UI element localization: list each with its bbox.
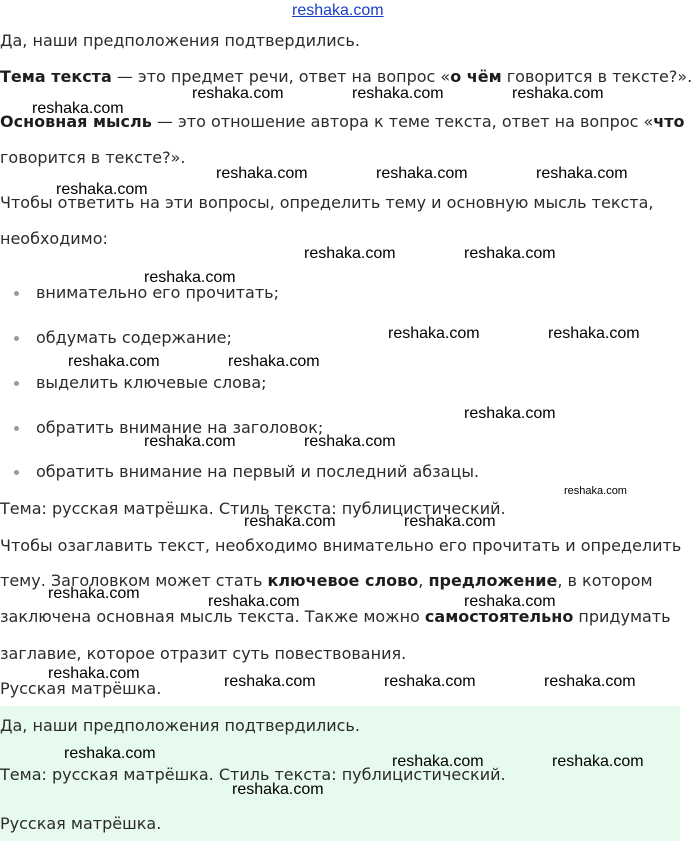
answer-confirmation: Да, наши предположения подтвердились. xyxy=(0,716,360,735)
title-how-text: заключена основная мысль текста. Также можно xyxy=(0,607,425,626)
list-item: обдумать содержание; xyxy=(36,328,232,347)
bullet-dot xyxy=(14,426,19,431)
watermark: reshaka.com xyxy=(464,245,556,262)
paragraph-topic-definition xyxy=(0,67,692,87)
paragraph-title-how-line3 xyxy=(0,607,671,627)
watermark: reshaka.com xyxy=(384,673,476,690)
watermark: reshaka.com xyxy=(48,665,140,682)
watermark: reshaka.com xyxy=(208,593,300,610)
bold-independently: самостоятельно xyxy=(424,607,574,626)
paragraph-topic-style: Тема: русская матрёшка. Стиль текста: публицистический. xyxy=(0,499,506,518)
watermark: reshaka.com xyxy=(388,325,480,342)
title-how-comma: , xyxy=(418,571,429,590)
answer-topic-style: Тема: русская матрёшка. Стиль текста: публицистический. xyxy=(0,765,506,784)
title-how-text-end: , в котором xyxy=(557,571,653,590)
bold-keyword: ключевое слово xyxy=(267,571,419,590)
topic-definition-text: — это предмет речи, ответ на вопрос « xyxy=(111,67,451,86)
watermark: reshaka.com xyxy=(192,85,284,102)
watermark: reshaka.com xyxy=(244,513,336,530)
watermark: reshaka.com xyxy=(144,433,236,450)
paragraph-confirmation: Да, наши предположения подтвердились. xyxy=(0,31,360,50)
list-item: обратить внимание на первый и последний абзацы. xyxy=(36,462,480,481)
main-idea-definition-text: — это отношение автора к теме текста, ответ на вопрос « xyxy=(151,112,654,131)
main-idea-question-bold: что xyxy=(653,112,685,131)
watermark: reshaka.com xyxy=(232,781,324,798)
bullet-dot xyxy=(14,381,19,386)
title-how-text: тему. Заголовком может стать xyxy=(0,571,268,590)
watermark: reshaka.com xyxy=(64,745,156,762)
watermark: reshaka.com xyxy=(464,405,556,422)
paragraph-how-to-answer-line1: Чтобы ответить на эти вопросы, определить тему и основную мысль текста, xyxy=(0,193,654,212)
answer-title: Русская матрёшка. xyxy=(0,814,162,833)
term-topic: Тема текста xyxy=(0,67,112,86)
site-link[interactable]: reshaka.com xyxy=(292,2,384,19)
watermark: reshaka.com xyxy=(224,673,316,690)
watermark: reshaka.com xyxy=(376,165,468,182)
watermark: reshaka.com xyxy=(544,673,636,690)
bullet-dot xyxy=(14,470,19,475)
bullet-dot xyxy=(14,291,19,296)
paragraph-title-answer: Русская матрёшка. xyxy=(0,679,162,698)
watermark: reshaka.com xyxy=(144,269,236,286)
watermark: reshaka.com xyxy=(512,85,604,102)
paragraph-title-how-line4: заглавие, которое отразит суть повествования. xyxy=(0,644,407,663)
watermark: reshaka.com xyxy=(548,325,640,342)
bold-sentence: предложение xyxy=(428,571,558,590)
paragraph-title-how-line1: Чтобы озаглавить текст, необходимо внимательно его прочитать и определить xyxy=(0,536,682,555)
watermark: reshaka.com xyxy=(304,433,396,450)
watermark: reshaka.com xyxy=(68,353,160,370)
watermark: reshaka.com xyxy=(228,353,320,370)
watermark: reshaka.com xyxy=(564,485,627,497)
watermark: reshaka.com xyxy=(464,593,556,610)
watermark: reshaka.com xyxy=(48,585,140,602)
watermark: reshaka.com xyxy=(392,753,484,770)
watermark: reshaka.com xyxy=(32,100,124,117)
watermark: reshaka.com xyxy=(536,165,628,182)
topic-question-bold: о чём xyxy=(450,67,502,86)
watermark: reshaka.com xyxy=(552,753,644,770)
topic-definition-end: говорится в тексте?». xyxy=(501,67,692,86)
title-how-text-end: придумать xyxy=(573,607,671,626)
watermark: reshaka.com xyxy=(304,245,396,262)
paragraph-how-to-answer-line2: необходимо: xyxy=(0,229,108,248)
list-item: обратить внимание на заголовок; xyxy=(36,418,324,437)
bullet-dot xyxy=(14,336,19,341)
watermark: reshaka.com xyxy=(56,181,148,198)
watermark: reshaka.com xyxy=(404,513,496,530)
list-item: выделить ключевые слова; xyxy=(36,373,267,392)
watermark: reshaka.com xyxy=(216,165,308,182)
term-main-idea: Основная мысль xyxy=(0,112,152,131)
watermark: reshaka.com xyxy=(352,85,444,102)
list-item: внимательно его прочитать; xyxy=(36,283,279,302)
main-idea-definition-continuation: говорится в тексте?». xyxy=(0,148,186,167)
